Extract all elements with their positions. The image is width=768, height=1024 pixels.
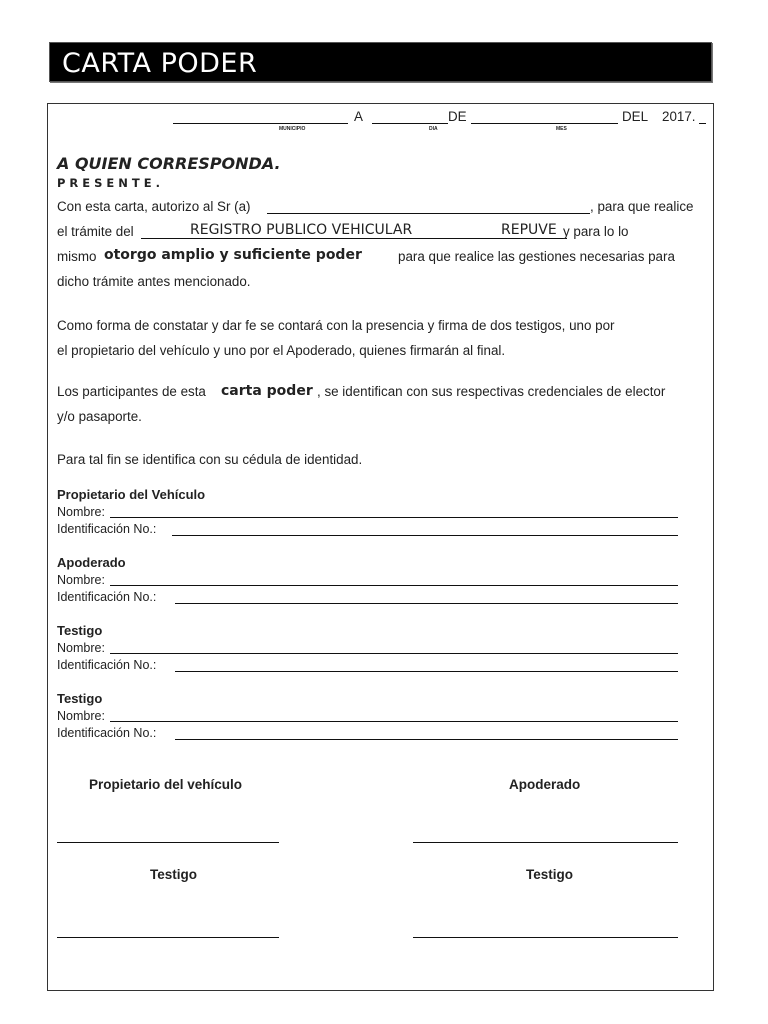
signature-label-testigo-1: Testigo (150, 867, 197, 882)
sr-name-blank (267, 213, 590, 214)
date-de: DE (448, 109, 467, 124)
body-line-1a: Con esta carta, autorizo al Sr (a) (57, 199, 251, 214)
mes-blank (471, 123, 618, 124)
nombre-label: Nombre: (57, 641, 105, 655)
presente-text: P R E S E N T E . (57, 176, 161, 190)
signature-line-apoderado[interactable] (413, 842, 678, 843)
body-line-1b: , para que realice (590, 199, 694, 214)
nombre-field[interactable] (110, 585, 678, 586)
signature-label-apoderado: Apoderado (509, 777, 581, 792)
signature-line-testigo-2[interactable] (413, 937, 678, 938)
body-line-4: dicho trámite antes mencionado. (57, 274, 251, 289)
nombre-label: Nombre: (57, 505, 105, 519)
identificacion-label: Identificación No.: (57, 522, 157, 536)
identificacion-field[interactable] (175, 671, 678, 672)
nombre-field[interactable] (110, 721, 678, 722)
body-p3-line-1b: , se identifican con sus respectivas credenciales de elector (317, 384, 666, 399)
body-p3-line-1a: Los participantes de esta (57, 384, 206, 399)
body-line-2b: y para lo lo (563, 224, 629, 239)
identificacion-field[interactable] (175, 603, 678, 604)
nombre-field[interactable] (110, 517, 678, 518)
municipio-blank (173, 123, 348, 124)
date-del: DEL (622, 109, 649, 124)
identificacion-label: Identificación No.: (57, 726, 157, 740)
body-p2-line-2: el propietario del vehículo y uno por el Apoderado, quienes firmarán al final. (57, 343, 506, 358)
block-heading: Testigo (57, 691, 103, 706)
body-line-3a: mismo (57, 249, 97, 264)
signature-label-propietario: Propietario del vehículo (89, 777, 243, 792)
date-a: A (354, 109, 363, 124)
mes-caption: MES (556, 126, 567, 132)
body-p4: Para tal fin se identifica con su cédula de identidad. (57, 452, 363, 467)
nombre-field[interactable] (110, 653, 678, 654)
signature-line-testigo-1[interactable] (57, 937, 279, 938)
tramite-name: REGISTRO PUBLICO VEHICULAR (190, 222, 413, 238)
body-p3-line-2: y/o pasaporte. (57, 409, 142, 424)
block-heading: Propietario del Vehículo (57, 487, 206, 502)
body-p3-bold: carta poder (221, 383, 313, 399)
identificacion-label: Identificación No.: (57, 590, 157, 604)
repuve-text: REPUVE (501, 222, 557, 238)
block-heading: Apoderado (57, 555, 126, 570)
page-title: CARTA PODER (62, 48, 258, 79)
body-p2-line-1: Como forma de constatar y dar fe se contará con la presencia y firma de dos testigos, uno por (57, 318, 615, 333)
dia-blank (372, 123, 448, 124)
signature-line-propietario[interactable] (57, 842, 279, 843)
identificacion-label: Identificación No.: (57, 658, 157, 672)
block-heading: Testigo (57, 623, 103, 638)
nombre-label: Nombre: (57, 709, 105, 723)
identificacion-field[interactable] (175, 739, 678, 740)
dia-caption: DIA (429, 126, 438, 132)
title-bar (49, 42, 712, 82)
nombre-label: Nombre: (57, 573, 105, 587)
body-line-3-bold: otorgo amplio y suficiente poder (104, 247, 362, 263)
date-year: 2017. (662, 109, 696, 124)
tramite-blank (141, 238, 567, 239)
greeting-heading: A QUIEN CORRESPONDA. (57, 154, 281, 173)
body-line-3b: para que realice las gestiones necesarias para (398, 249, 675, 264)
body-line-2a: el trámite del (57, 224, 134, 239)
signature-label-testigo-2: Testigo (526, 867, 573, 882)
identificacion-field[interactable] (172, 535, 678, 536)
year-blank (699, 123, 706, 124)
municipio-caption: MUNICIPIO (279, 126, 306, 132)
